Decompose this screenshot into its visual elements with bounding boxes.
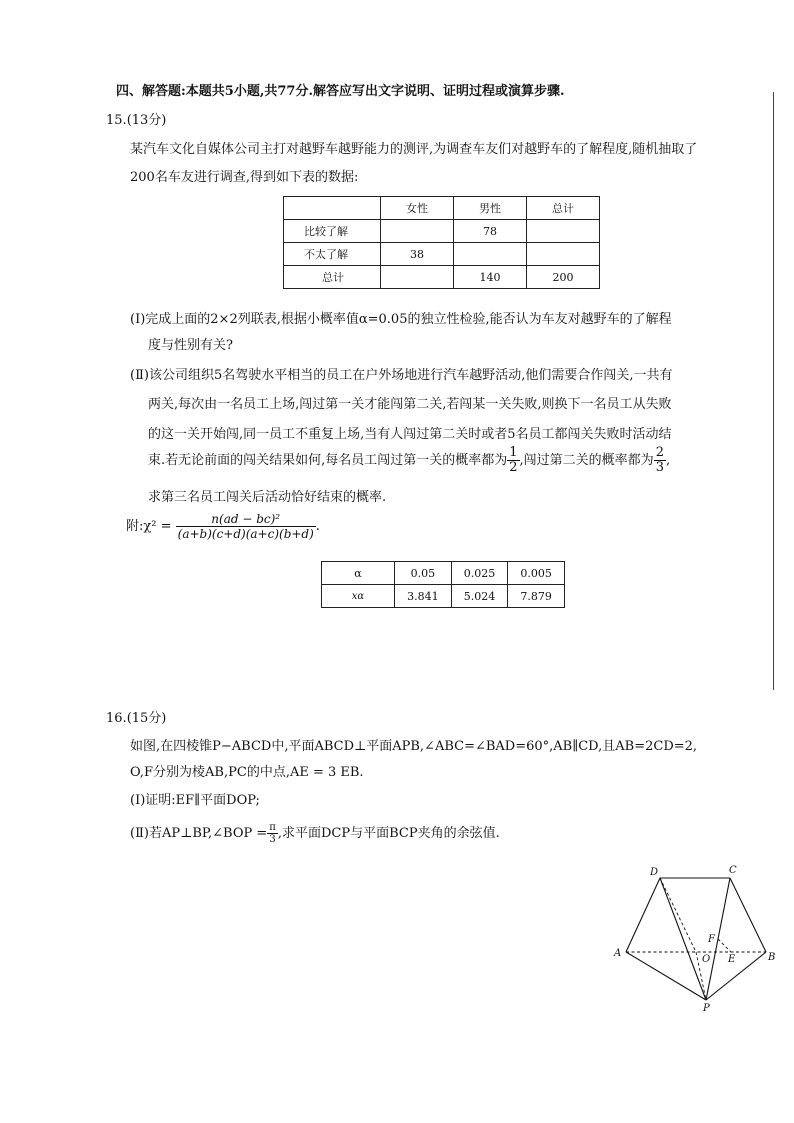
q16-part2-text: ,求平面DCP与平面BCP夹角的余弦值. xyxy=(277,826,500,841)
q15-part2-line4-text: ,闯过第二关的概率都为 xyxy=(519,453,654,468)
q16-part1: (Ⅰ)证明:EF∥平面DOP; xyxy=(130,793,260,808)
q16-part2 xyxy=(130,822,500,845)
q15-part2-line1: (Ⅱ)该公司组织5名驾驶水平相当的员工在户外场地进行汽车越野活动,他们需要合作闯关,一共有 xyxy=(130,368,673,383)
q15-part1-line1: (Ⅰ)完成上面的2×2列联表,根据小概率值α=0.05的独立性检验,能否认为车友对越野车的了解程 xyxy=(130,312,672,327)
q15-part2-line4-text: 束.若无论前面的闯关结果如何,每名员工闯过第一关的概率都为 xyxy=(148,453,508,468)
formula-numerator: n(ad − bc)² xyxy=(176,512,316,527)
table-header-cell: 男性 xyxy=(454,197,527,220)
chi-square-formula xyxy=(126,512,320,541)
table-header-cell xyxy=(284,197,381,220)
label-p: P xyxy=(703,1003,710,1014)
formula-end: . xyxy=(315,519,320,534)
table-cell: 3.841 xyxy=(395,585,452,608)
table-cell xyxy=(381,266,454,289)
table-cell: 0.05 xyxy=(395,562,452,585)
table-header-cell: 总计 xyxy=(527,197,600,220)
fraction-numerator: 1 xyxy=(509,445,518,460)
q15-part2-line3: 的这一关开始闯,同一员工不重复上场,当有人闯过第二关时或者5名员工都闯关失败时活动结 xyxy=(148,427,672,442)
edge-fe-hidden xyxy=(718,939,731,952)
table-row xyxy=(284,266,600,289)
table-cell xyxy=(527,243,600,266)
table-cell: 38 xyxy=(381,243,454,266)
edge-do-hidden xyxy=(660,878,696,952)
page-edge-rule xyxy=(773,92,774,690)
table-cell: 比较了解 xyxy=(284,220,381,243)
edge-bp xyxy=(706,952,766,1000)
table-cell: 7.879 xyxy=(508,585,565,608)
q16-part2-text: (Ⅱ)若AP⊥BP,∠BOP = xyxy=(130,826,268,841)
probability-fraction-1 xyxy=(507,446,519,475)
fraction-denominator: 2 xyxy=(509,460,518,475)
table-cell: 78 xyxy=(454,220,527,243)
table-cell: 0.025 xyxy=(451,562,508,585)
q15-heading xyxy=(106,109,166,128)
formula-denominator: (a+b)(c+d)(a+c)(b+d) xyxy=(177,527,314,541)
q15-part2-line4 xyxy=(148,446,670,475)
table-cell: 0.005 xyxy=(508,562,565,585)
q15-number: 15. xyxy=(106,113,127,128)
label-f: F xyxy=(708,934,715,945)
q15-points: (13分) xyxy=(126,113,167,128)
table-cell xyxy=(381,220,454,243)
q16-heading xyxy=(106,707,166,726)
table-row xyxy=(284,220,600,243)
label-e: E xyxy=(728,954,736,965)
table-cell xyxy=(454,243,527,266)
label-b: B xyxy=(768,952,776,963)
q15-part2-line4-text: , xyxy=(665,453,671,468)
table-row xyxy=(322,585,565,608)
table-cell: 140 xyxy=(454,266,527,289)
fraction-denominator: 3 xyxy=(655,460,664,475)
table-header-cell: 女性 xyxy=(381,197,454,220)
label-a: A xyxy=(614,948,622,959)
q15-intro-line1: 某汽车文化自媒体公司主打对越野车越野能力的测评,为调查车友们对越野车的了解程度,随机抽取了 xyxy=(130,142,698,157)
fraction-numerator: π xyxy=(269,822,276,833)
probability-fraction-2 xyxy=(654,446,666,475)
contingency-table xyxy=(283,196,600,289)
edge-dp xyxy=(660,878,706,1000)
section-header: 四、解答题:本题共5小题,共77分.解答应写出文字说明、证明过程或演算步骤. xyxy=(116,84,565,99)
table-row xyxy=(322,562,565,585)
pyramid-figure xyxy=(600,855,790,1025)
fraction-denominator: 3 xyxy=(269,834,276,845)
table-cell: 不太了解 xyxy=(284,243,381,266)
q15-part1-line2: 度与性别有关? xyxy=(148,338,233,353)
label-o: O xyxy=(702,954,711,965)
q15-intro-line2: 200名车友进行调查,得到如下表的数据: xyxy=(130,170,359,185)
q15-part2-line5: 求第三名员工闯关后活动恰好结束的概率. xyxy=(148,490,387,505)
edge-ap xyxy=(626,952,706,1000)
table-row xyxy=(284,243,600,266)
table-cell: α xyxy=(322,562,395,585)
formula-fraction xyxy=(176,512,316,541)
table-cell: 总计 xyxy=(284,266,381,289)
appendix-label: 附:χ² = xyxy=(126,519,172,534)
table-cell xyxy=(527,220,600,243)
q16-line2: O,F分别为棱AB,PC的中点,AE = 3 EB. xyxy=(130,765,364,780)
edge-cb xyxy=(730,878,766,952)
table-header-row xyxy=(284,197,600,220)
edge-da xyxy=(626,878,660,952)
label-d: D xyxy=(650,867,659,878)
angle-fraction xyxy=(267,822,278,845)
q16-points: (15分) xyxy=(126,711,167,726)
table-cell: xα xyxy=(322,585,395,608)
q16-number: 16. xyxy=(106,711,127,726)
fraction-numerator: 2 xyxy=(655,445,664,460)
label-c: C xyxy=(729,865,737,876)
q16-line1: 如图,在四棱锥P−ABCD中,平面ABCD⊥平面APB,∠ABC=∠BAD=60°,AB∥CD,且AB=2CD=2, xyxy=(130,739,698,754)
table-cell: 5.024 xyxy=(451,585,508,608)
critical-value-table xyxy=(321,561,565,608)
table-cell: 200 xyxy=(527,266,600,289)
q15-part2-line2: 两关,每次由一名员工上场,闯过第一关才能闯第二关,若闯某一关失败,则换下一名员工从失败 xyxy=(148,397,672,412)
